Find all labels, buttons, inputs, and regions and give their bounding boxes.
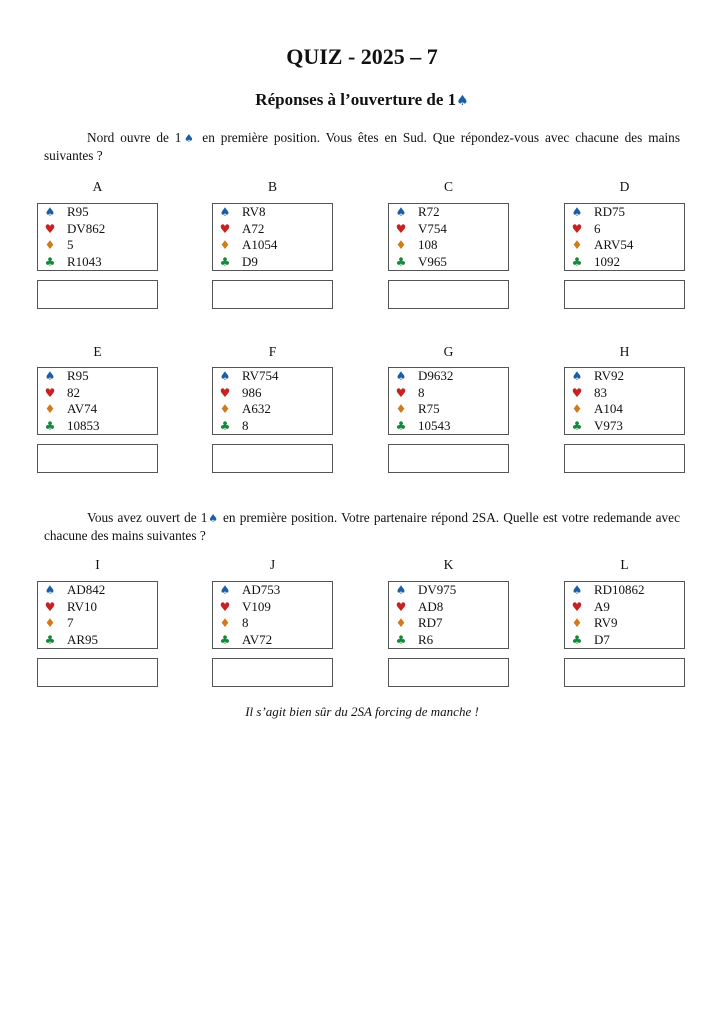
suit-row-clubs xyxy=(213,632,332,649)
spade-icon: ♠ xyxy=(571,369,583,383)
suit-row-clubs xyxy=(213,254,332,271)
spade-icon: ♠ xyxy=(219,583,231,597)
heart-icon: ♥ xyxy=(219,221,231,236)
suit-cards: R95 xyxy=(67,204,89,219)
suit-cards: A9 xyxy=(594,598,610,614)
spade-icon: ♠ xyxy=(44,205,56,219)
answer-box-k[interactable] xyxy=(388,658,509,687)
hand-letter: L xyxy=(620,557,629,572)
suit-row-clubs xyxy=(389,418,508,435)
spade-icon: ♠ xyxy=(44,583,56,597)
suit-cards: RV8 xyxy=(242,204,266,219)
suit-row-spades xyxy=(389,582,508,599)
suit-row-hearts xyxy=(38,385,157,402)
suit-row-diamonds xyxy=(389,401,508,418)
diamond-icon: ♦ xyxy=(395,238,407,252)
suit-cards: AV74 xyxy=(67,401,98,416)
suit-row-hearts xyxy=(389,385,508,402)
suit-cards: V965 xyxy=(418,253,447,269)
suit-row-diamonds xyxy=(213,237,332,254)
suit-row-diamonds xyxy=(565,237,684,254)
suit-row-spades xyxy=(38,582,157,599)
hand-letter: G xyxy=(443,344,454,359)
suit-cards: RV10 xyxy=(67,598,98,614)
hand-letter: A xyxy=(92,179,103,194)
hand-letter: I xyxy=(95,557,100,572)
heart-icon: ♥ xyxy=(571,221,583,236)
spade-icon: ♠ xyxy=(207,512,219,525)
suit-cards: RV92 xyxy=(594,368,625,383)
suit-row-spades xyxy=(38,368,157,385)
club-icon: ♣ xyxy=(44,254,56,269)
spade-icon: ♠ xyxy=(219,205,231,219)
suit-cards: 83 xyxy=(594,384,607,400)
suit-row-spades xyxy=(389,204,508,221)
answer-box-d[interactable] xyxy=(564,280,685,309)
hand-letter: E xyxy=(93,344,102,359)
diamond-icon: ♦ xyxy=(44,616,56,630)
club-icon: ♣ xyxy=(571,418,583,433)
hand-box xyxy=(37,367,158,435)
suit-cards: A72 xyxy=(242,220,265,236)
hand-box xyxy=(212,203,333,271)
suit-row-spades xyxy=(38,204,157,221)
suit-cards: 1092 xyxy=(594,253,620,269)
intro2-before: Vous avez ouvert de 1 xyxy=(87,510,208,525)
suit-cards: RV754 xyxy=(242,368,279,383)
suit-cards: RD75 xyxy=(594,204,626,219)
hand-letter: H xyxy=(619,344,630,359)
suit-row-clubs xyxy=(389,254,508,271)
suit-cards: R6 xyxy=(418,631,434,647)
suit-row-clubs xyxy=(565,632,684,649)
suit-row-spades xyxy=(565,582,684,599)
club-icon: ♣ xyxy=(219,254,231,269)
club-icon: ♣ xyxy=(571,254,583,269)
diamond-icon: ♦ xyxy=(395,616,407,630)
club-icon: ♣ xyxy=(395,418,407,433)
suit-cards: AD8 xyxy=(418,598,444,614)
suit-cards: R72 xyxy=(418,204,440,219)
heart-icon: ♥ xyxy=(44,385,56,400)
suit-row-hearts xyxy=(213,385,332,402)
suit-row-hearts xyxy=(213,599,332,616)
suit-row-hearts xyxy=(38,221,157,238)
suit-cards: R95 xyxy=(67,368,89,383)
suit-cards: 5 xyxy=(67,237,74,252)
suit-cards: RD10862 xyxy=(594,582,645,597)
suit-cards: 7 xyxy=(67,615,74,630)
suit-row-clubs xyxy=(565,254,684,271)
suit-cards: 10543 xyxy=(418,417,451,433)
suit-row-clubs xyxy=(38,632,157,649)
suit-row-spades xyxy=(565,368,684,385)
suit-cards: RV9 xyxy=(594,615,618,630)
answer-box-l[interactable] xyxy=(564,658,685,687)
suit-cards: R1043 xyxy=(67,253,102,269)
suit-row-hearts xyxy=(565,385,684,402)
spade-icon: ♠ xyxy=(395,369,407,383)
heart-icon: ♥ xyxy=(395,221,407,236)
suit-cards: 986 xyxy=(242,384,262,400)
answer-box-f[interactable] xyxy=(212,444,333,473)
suit-row-hearts xyxy=(389,221,508,238)
suit-cards: AR95 xyxy=(67,631,99,647)
spade-icon: ♠ xyxy=(456,93,469,109)
suit-row-spades xyxy=(213,204,332,221)
answer-box-c[interactable] xyxy=(388,280,509,309)
suit-row-clubs xyxy=(389,632,508,649)
suit-row-diamonds xyxy=(389,615,508,632)
suit-cards: AD842 xyxy=(67,582,106,597)
suit-row-clubs xyxy=(565,418,684,435)
suit-row-diamonds xyxy=(38,615,157,632)
suit-cards: ARV54 xyxy=(594,237,634,252)
suit-row-clubs xyxy=(213,418,332,435)
answer-box-g[interactable] xyxy=(388,444,509,473)
suit-row-diamonds xyxy=(389,237,508,254)
hand-letter: C xyxy=(443,179,453,194)
subtitle-text: Réponses à l’ouverture de 1 xyxy=(255,90,457,109)
spade-icon: ♠ xyxy=(571,205,583,219)
heart-icon: ♥ xyxy=(219,599,231,614)
suit-cards: 8 xyxy=(242,615,249,630)
spade-icon: ♠ xyxy=(395,205,407,219)
suit-cards: 108 xyxy=(418,237,438,252)
intro1-before: Nord ouvre de 1 xyxy=(87,130,182,145)
suit-cards: D9632 xyxy=(418,368,454,383)
suit-row-diamonds xyxy=(38,237,157,254)
suit-row-hearts xyxy=(38,599,157,616)
heart-icon: ♥ xyxy=(44,599,56,614)
diamond-icon: ♦ xyxy=(219,238,231,252)
spade-icon: ♠ xyxy=(44,369,56,383)
suit-cards: 8 xyxy=(242,417,249,433)
hand-box xyxy=(564,203,685,271)
suit-row-spades xyxy=(389,368,508,385)
hand-box xyxy=(564,367,685,435)
suit-cards: A1054 xyxy=(242,237,278,252)
intro-paragraph-1 xyxy=(44,129,680,164)
suit-cards: DV862 xyxy=(67,220,106,236)
suit-row-diamonds xyxy=(565,401,684,418)
diamond-icon: ♦ xyxy=(395,402,407,416)
diamond-icon: ♦ xyxy=(219,616,231,630)
hand-box xyxy=(212,581,333,649)
suit-row-hearts xyxy=(565,221,684,238)
suit-row-diamonds xyxy=(213,401,332,418)
heart-icon: ♥ xyxy=(395,599,407,614)
hand-letter: F xyxy=(268,344,277,359)
suit-cards: 8 xyxy=(418,384,425,400)
hand-box xyxy=(388,581,509,649)
suit-row-diamonds xyxy=(565,615,684,632)
suit-cards: A632 xyxy=(242,401,271,416)
diamond-icon: ♦ xyxy=(571,238,583,252)
heart-icon: ♥ xyxy=(571,385,583,400)
suit-cards: AV72 xyxy=(242,631,273,647)
club-icon: ♣ xyxy=(395,254,407,269)
suit-row-spades xyxy=(213,368,332,385)
answer-box-b[interactable] xyxy=(212,280,333,309)
club-icon: ♣ xyxy=(219,632,231,647)
suit-row-diamonds xyxy=(38,401,157,418)
answer-box-h[interactable] xyxy=(564,444,685,473)
diamond-icon: ♦ xyxy=(44,238,56,252)
answer-box-e[interactable] xyxy=(37,444,158,473)
hand-letter: D xyxy=(619,179,630,194)
diamond-icon: ♦ xyxy=(571,616,583,630)
intro-paragraph-2 xyxy=(44,509,680,544)
suit-row-spades xyxy=(213,582,332,599)
club-icon: ♣ xyxy=(395,632,407,647)
hand-box xyxy=(37,581,158,649)
club-icon: ♣ xyxy=(571,632,583,647)
suit-cards: D7 xyxy=(594,631,610,647)
answer-box-i[interactable] xyxy=(37,658,158,687)
suit-cards: RD7 xyxy=(418,615,443,630)
suit-cards: 10853 xyxy=(67,417,100,433)
suit-cards: R75 xyxy=(418,401,440,416)
hand-letter: J xyxy=(269,557,276,572)
spade-icon: ♠ xyxy=(219,369,231,383)
club-icon: ♣ xyxy=(219,418,231,433)
suit-row-hearts xyxy=(565,599,684,616)
suit-cards: V109 xyxy=(242,598,271,614)
suit-cards: 82 xyxy=(67,384,80,400)
hand-letter: K xyxy=(443,557,454,572)
hand-box xyxy=(388,203,509,271)
answer-box-j[interactable] xyxy=(212,658,333,687)
quiz-title: QUIZ - 2025 – 7 xyxy=(286,44,438,69)
suit-row-diamonds xyxy=(213,615,332,632)
suit-cards: DV975 xyxy=(418,582,457,597)
suit-cards: D9 xyxy=(242,253,258,269)
suit-cards: AD753 xyxy=(242,582,281,597)
spade-icon: ♠ xyxy=(181,132,197,145)
footnote: Il s’agit bien sûr du 2SA forcing de manche ! xyxy=(245,704,479,719)
intro1-after: en première position. Vous êtes en Sud. Que répondez-vous avec chacune des mains suivantes ? xyxy=(44,130,680,163)
suit-cards: V973 xyxy=(594,417,623,433)
diamond-icon: ♦ xyxy=(44,402,56,416)
hand-box xyxy=(388,367,509,435)
heart-icon: ♥ xyxy=(219,385,231,400)
diamond-icon: ♦ xyxy=(571,402,583,416)
hand-letter: B xyxy=(267,179,277,194)
quiz-subtitle xyxy=(0,90,724,110)
hand-box xyxy=(212,367,333,435)
heart-icon: ♥ xyxy=(44,221,56,236)
diamond-icon: ♦ xyxy=(219,402,231,416)
suit-row-clubs xyxy=(38,418,157,435)
suit-cards: V754 xyxy=(418,220,447,236)
suit-row-hearts xyxy=(213,221,332,238)
heart-icon: ♥ xyxy=(571,599,583,614)
spade-icon: ♠ xyxy=(395,583,407,597)
intro2-after: en première position. Votre partenaire répond 2SA. Quelle est votre redemande avec chacune des mains suivantes ? xyxy=(44,510,680,543)
suit-row-clubs xyxy=(38,254,157,271)
suit-row-hearts xyxy=(389,599,508,616)
club-icon: ♣ xyxy=(44,418,56,433)
suit-cards: A104 xyxy=(594,401,623,416)
suit-cards: 6 xyxy=(594,220,601,236)
hand-box xyxy=(564,581,685,649)
hand-box xyxy=(37,203,158,271)
spade-icon: ♠ xyxy=(571,583,583,597)
heart-icon: ♥ xyxy=(395,385,407,400)
answer-box-a[interactable] xyxy=(37,280,158,309)
suit-row-spades xyxy=(565,204,684,221)
club-icon: ♣ xyxy=(44,632,56,647)
